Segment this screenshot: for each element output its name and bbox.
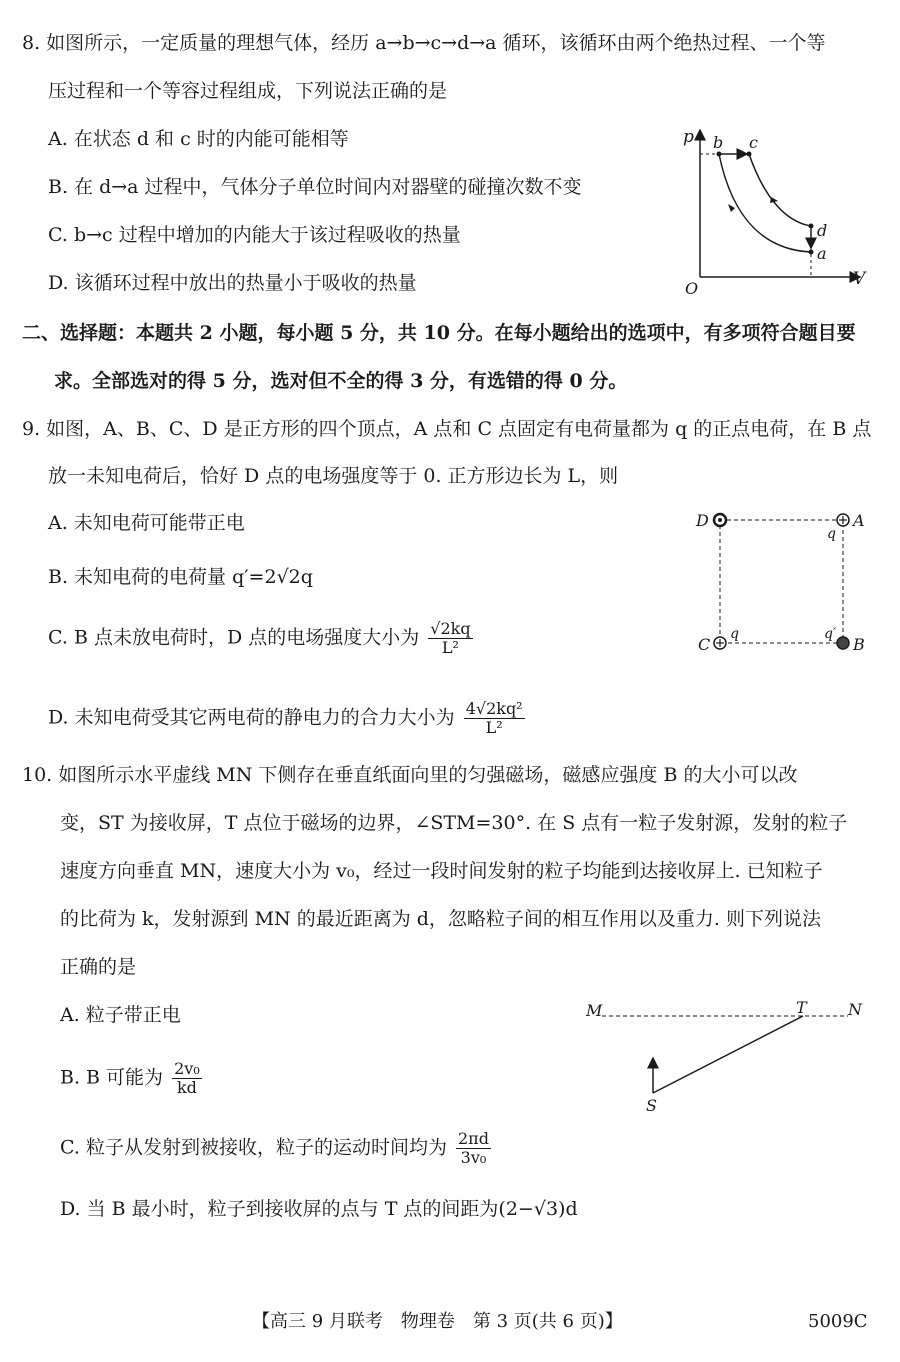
- q8-stem-line2: 压过程和一个等容过程组成，下列说法正确的是: [48, 80, 448, 102]
- q10-stem-line4: 的比荷为 k，发射源到 MN 的最近距离为 d，忽略粒子间的相互作用以及重力. 则下列说法: [60, 908, 821, 930]
- q9-option-a: A. 未知电荷可能带正电: [48, 512, 245, 534]
- q9-option-d: [48, 700, 528, 737]
- q9-option-c-num: √2kq: [430, 619, 471, 638]
- q8-option-b: B. 在 d→a 过程中，气体分子单位时间内对器壁的碰撞次数不变: [48, 176, 582, 198]
- q10-option-b: [60, 1060, 205, 1097]
- q10-receiver-screen-st: [653, 1016, 803, 1093]
- q9-option-d-fraction: [464, 700, 525, 737]
- q9-option-d-den: L²: [485, 718, 503, 737]
- q9-option-c-text: C. B 点未放电荷时，D 点的电场强度大小为: [48, 626, 420, 649]
- q9-charge-c: [714, 637, 726, 649]
- q9-charge-a: [837, 514, 849, 526]
- q8-option-d: D. 该循环过程中放出的热量小于吸收的热量: [48, 272, 417, 294]
- q8-label-c: c: [749, 133, 758, 152]
- section2-header-line2: 求。全部选对的得 5 分，选对但不全的得 3 分，有选错的得 0 分。: [54, 370, 628, 392]
- q10-option-b-num: 2v₀: [174, 1059, 200, 1078]
- q8-pv-diagram: [675, 122, 875, 302]
- q9-label-A: A: [853, 511, 865, 530]
- q8-label-O: O: [685, 279, 699, 298]
- q9-option-d-num: 4√2kq²: [465, 699, 523, 718]
- q9-option-b: B. 未知电荷的电荷量 q′=2√2q: [48, 566, 313, 588]
- q10-option-b-den: kd: [176, 1078, 197, 1097]
- q8-label-b: b: [713, 133, 724, 152]
- q9-stem-line1: 9. 如图，A、B、C、D 是正方形的四个顶点，A 点和 C 点固定有电荷量都为 q 的正点电荷，在 B 点: [22, 418, 872, 440]
- q10-stem-line5: 正确的是: [60, 956, 137, 978]
- q8-label-d: d: [817, 221, 828, 240]
- q10-option-a: A. 粒子带正电: [60, 1004, 181, 1026]
- q10-option-c: [60, 1130, 494, 1167]
- q9-label-qB: q′: [824, 626, 837, 642]
- q10-option-d: D. 当 B 最小时，粒子到接收屏的点与 T 点的间距为(2−√3)d: [60, 1198, 578, 1220]
- q9-label-qC: q: [730, 626, 739, 642]
- q8-label-p: p: [683, 127, 694, 147]
- q9-stem-line2: 放一未知电荷后，恰好 D 点的电场强度等于 0. 正方形边长为 L，则: [48, 465, 619, 487]
- q9-option-c: [48, 620, 476, 657]
- q10-label-S: S: [646, 1096, 657, 1115]
- q10-option-b-text: B. B 可能为: [60, 1066, 164, 1089]
- q10-stem-line1: 10. 如图所示水平虚线 MN 下侧存在垂直纸面向里的匀强磁场，磁感应强度 B 的大小可以改: [22, 764, 798, 786]
- q9-option-c-fraction: [428, 620, 472, 657]
- q9-square-diagram: [690, 505, 875, 660]
- q10-label-T: T: [796, 998, 807, 1017]
- q9-charge-b: [837, 637, 849, 649]
- q10-stem-line2: 变，ST 为接收屏，T 点位于磁场的边界，∠STM=30°. 在 S 点有一粒子发射源，发射的粒子: [60, 812, 848, 834]
- q8-label-a: a: [817, 244, 827, 263]
- q8-label-V: V: [853, 269, 866, 289]
- q8-option-a: A. 在状态 d 和 c 时的内能可能相等: [48, 128, 349, 150]
- q8-process-ab: [719, 154, 811, 252]
- section2-header-line1: 二、选择题：本题共 2 小题，每小题 5 分，共 10 分。在每小题给出的选项中，有多项符合题目要: [22, 322, 856, 344]
- q10-label-M: M: [586, 1001, 603, 1020]
- q9-label-B: B: [853, 635, 865, 654]
- q8-stem-line1: 8. 如图所示，一定质量的理想气体，经历 a→b→c→d→a 循环，该循环由两个绝热过程、一个等: [22, 32, 826, 54]
- q8-process-cd: [749, 154, 811, 226]
- q10-option-c-text: C. 粒子从发射到被接收，粒子的运动时间均为: [60, 1136, 447, 1159]
- q10-label-N: N: [848, 1000, 862, 1019]
- q10-option-c-num: 2πd: [458, 1129, 489, 1148]
- q9-label-qA: q: [827, 526, 836, 542]
- q9-option-d-text: D. 未知电荷受其它两电荷的静电力的合力大小为: [48, 706, 455, 729]
- q10-stem-line3: 速度方向垂直 MN，速度大小为 v₀，经过一段时间发射的粒子均能到达接收屏上. 已知粒子: [60, 860, 823, 882]
- paper-code: 5009C: [808, 1311, 868, 1332]
- q9-option-c-den: L²: [441, 638, 459, 657]
- q9-label-C: C: [698, 635, 711, 654]
- q8-option-c: C. b→c 过程中增加的内能大于该过程吸收的热量: [48, 224, 461, 246]
- q10-option-c-fraction: [456, 1130, 491, 1167]
- q10-field-diagram: [582, 998, 872, 1118]
- page-footer: 【高三 9 月联考 物理卷 第 3 页(共 6 页)】: [252, 1311, 623, 1332]
- q10-option-c-den: 3v₀: [460, 1148, 487, 1167]
- q9-label-D: D: [696, 511, 709, 530]
- q10-option-b-fraction: [172, 1060, 202, 1097]
